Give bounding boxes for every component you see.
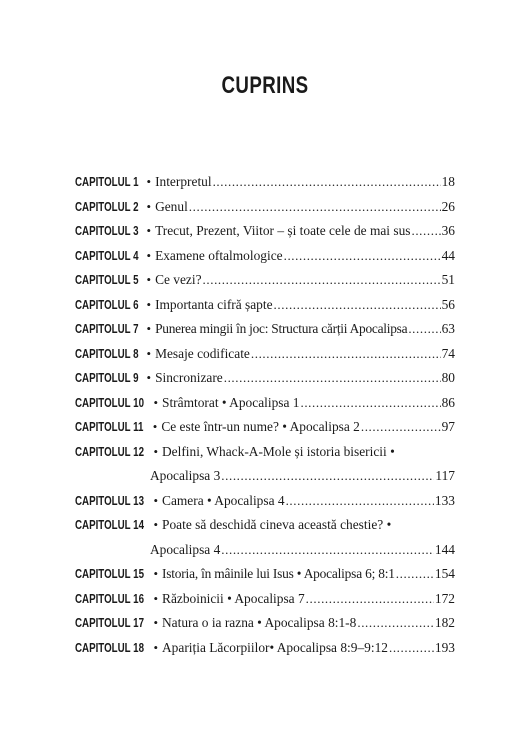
dot-leader <box>300 393 440 413</box>
chapter-title: Importanta cifră șapte <box>155 296 273 312</box>
bullet-separator: • <box>146 345 152 361</box>
toc-entry[interactable] <box>75 638 455 663</box>
bullet-separator: • <box>146 198 152 214</box>
chapter-title: Camera • Apocalipsa 4 <box>162 492 285 508</box>
bullet-separator: • <box>146 272 152 287</box>
chapter-title: Interpretul <box>155 174 212 189</box>
bullet-separator: • <box>146 247 152 263</box>
page-number: 63 <box>441 321 455 336</box>
toc-entry[interactable] <box>75 491 455 516</box>
toc-entry[interactable] <box>75 270 455 295</box>
toc-entry[interactable] <box>75 515 455 564</box>
chapter-label: CAPITOLUL 6 <box>75 297 139 312</box>
table-of-contents <box>75 172 455 662</box>
chapter-title: Mesaje codificate <box>155 345 250 361</box>
chapter-label: CAPITOLUL 10 <box>75 395 144 410</box>
page-number: 193 <box>434 639 455 655</box>
chapter-title: Strâmtorat • Apocalipsa 1 <box>162 394 300 410</box>
chapter-title: Războinicii • Apocalipsa 7 <box>162 590 305 606</box>
toc-entry[interactable] <box>75 344 455 369</box>
toc-entry[interactable] <box>75 442 455 491</box>
toc-entry[interactable] <box>75 319 455 344</box>
page-number: 74 <box>441 345 455 361</box>
page-number: 56 <box>441 296 455 312</box>
dot-leader <box>411 221 440 241</box>
dot-leader <box>221 466 434 486</box>
dot-leader <box>221 540 434 560</box>
bullet-separator: • <box>153 394 159 410</box>
toc-entry[interactable] <box>75 417 455 442</box>
page-number: 97 <box>441 419 455 434</box>
page-number: 80 <box>441 370 455 385</box>
chapter-label: CAPITOLUL 14 <box>75 518 144 532</box>
bullet-separator: • <box>146 296 152 312</box>
chapter-title: Punerea mingii în joc: Structura cărții Apocalipsa <box>155 321 408 336</box>
toc-entry[interactable] <box>75 393 455 418</box>
toc-entry[interactable] <box>75 613 455 638</box>
bullet-separator: • <box>146 321 152 336</box>
dot-leader <box>189 197 441 217</box>
dot-leader <box>224 368 441 388</box>
page-number: 51 <box>441 272 455 287</box>
page-number: 26 <box>441 198 455 214</box>
chapter-label: CAPITOLUL 5 <box>75 273 139 287</box>
chapter-label: CAPITOLUL 2 <box>75 199 139 214</box>
dot-leader <box>274 295 441 315</box>
chapter-label: CAPITOLUL 13 <box>75 493 144 508</box>
chapter-label: CAPITOLUL 1 <box>75 175 139 189</box>
toc-entry[interactable] <box>75 589 455 614</box>
dot-leader <box>251 344 441 364</box>
bullet-separator: • <box>153 443 159 459</box>
chapter-label: CAPITOLUL 4 <box>75 248 139 263</box>
dot-leader <box>357 613 434 633</box>
toc-entry[interactable] <box>75 246 455 271</box>
toc-entry[interactable] <box>75 197 455 222</box>
toc-entry[interactable] <box>75 172 455 197</box>
chapter-title: Istoria, în mâinile lui Isus • Apocalipsa 6; 8:1 <box>162 566 395 581</box>
dot-leader <box>361 417 441 437</box>
page-title: CUPRINS <box>221 72 309 99</box>
chapter-label: CAPITOLUL 8 <box>75 346 139 361</box>
chapter-title: Delfini, Whack-A-Mole și istoria bisericii • <box>162 443 395 459</box>
dot-leader <box>306 589 434 609</box>
page-number: 144 <box>434 541 455 557</box>
chapter-title: Natura o ia razna • Apocalipsa 8:1-8 <box>162 615 357 630</box>
bullet-separator: • <box>146 223 152 238</box>
dot-leader <box>389 638 434 658</box>
page-number: 18 <box>441 174 455 189</box>
toc-entry[interactable] <box>75 295 455 320</box>
toc-entry[interactable] <box>75 368 455 393</box>
bullet-separator: • <box>153 590 159 606</box>
chapter-title: Trecut, Prezent, Viitor – și toate cele de mai sus <box>155 223 411 238</box>
dot-leader <box>408 319 440 339</box>
bullet-separator: • <box>153 492 159 508</box>
chapter-label: CAPITOLUL 15 <box>75 567 144 581</box>
bullet-separator: • <box>153 639 159 655</box>
toc-entry[interactable] <box>75 221 455 246</box>
dot-leader <box>396 564 434 584</box>
bullet-separator: • <box>153 615 159 630</box>
chapter-label: CAPITOLUL 18 <box>75 640 144 655</box>
chapter-label: CAPITOLUL 12 <box>75 444 144 459</box>
page-number: 172 <box>434 590 455 606</box>
chapter-title-continued: Apocalipsa 4 <box>150 541 221 557</box>
chapter-title: Ce vezi? <box>155 272 202 287</box>
chapter-label: CAPITOLUL 7 <box>75 322 139 336</box>
chapter-title: Apariția Lăcorpiilor• Apocalipsa 8:9–9:12 <box>162 639 388 655</box>
chapter-label: CAPITOLUL 17 <box>75 616 144 630</box>
bullet-separator: • <box>153 566 159 581</box>
page-number: 86 <box>441 394 455 410</box>
page-number: 182 <box>434 615 455 630</box>
bullet-separator: • <box>152 419 158 434</box>
chapter-title: Poate să deschidă cineva această chestie? • <box>162 517 392 532</box>
chapter-title: Sincronizare <box>155 370 223 385</box>
chapter-title-continued: Apocalipsa 3 <box>150 468 221 483</box>
page-number: 154 <box>434 566 455 581</box>
page-number: 36 <box>441 223 455 238</box>
chapter-title: Ce este într-un nume? • Apocalipsa 2 <box>161 419 360 434</box>
page-number: 117 <box>435 468 455 483</box>
dot-leader <box>284 246 441 266</box>
page-number: 133 <box>434 492 455 508</box>
chapter-title: Examene oftalmologice <box>155 247 283 263</box>
dot-leader <box>203 270 441 290</box>
bullet-separator: • <box>153 517 159 532</box>
bullet-separator: • <box>146 174 152 189</box>
chapter-title: Genul <box>155 198 188 214</box>
chapter-label: CAPITOLUL 16 <box>75 591 144 606</box>
toc-entry[interactable] <box>75 564 455 589</box>
chapter-label: CAPITOLUL 3 <box>75 224 139 238</box>
chapter-label: CAPITOLUL 9 <box>75 371 139 385</box>
chapter-label: CAPITOLUL 11 <box>75 420 144 434</box>
dot-leader <box>286 491 434 511</box>
dot-leader <box>213 172 441 192</box>
bullet-separator: • <box>146 370 152 385</box>
page-number: 44 <box>441 247 455 263</box>
